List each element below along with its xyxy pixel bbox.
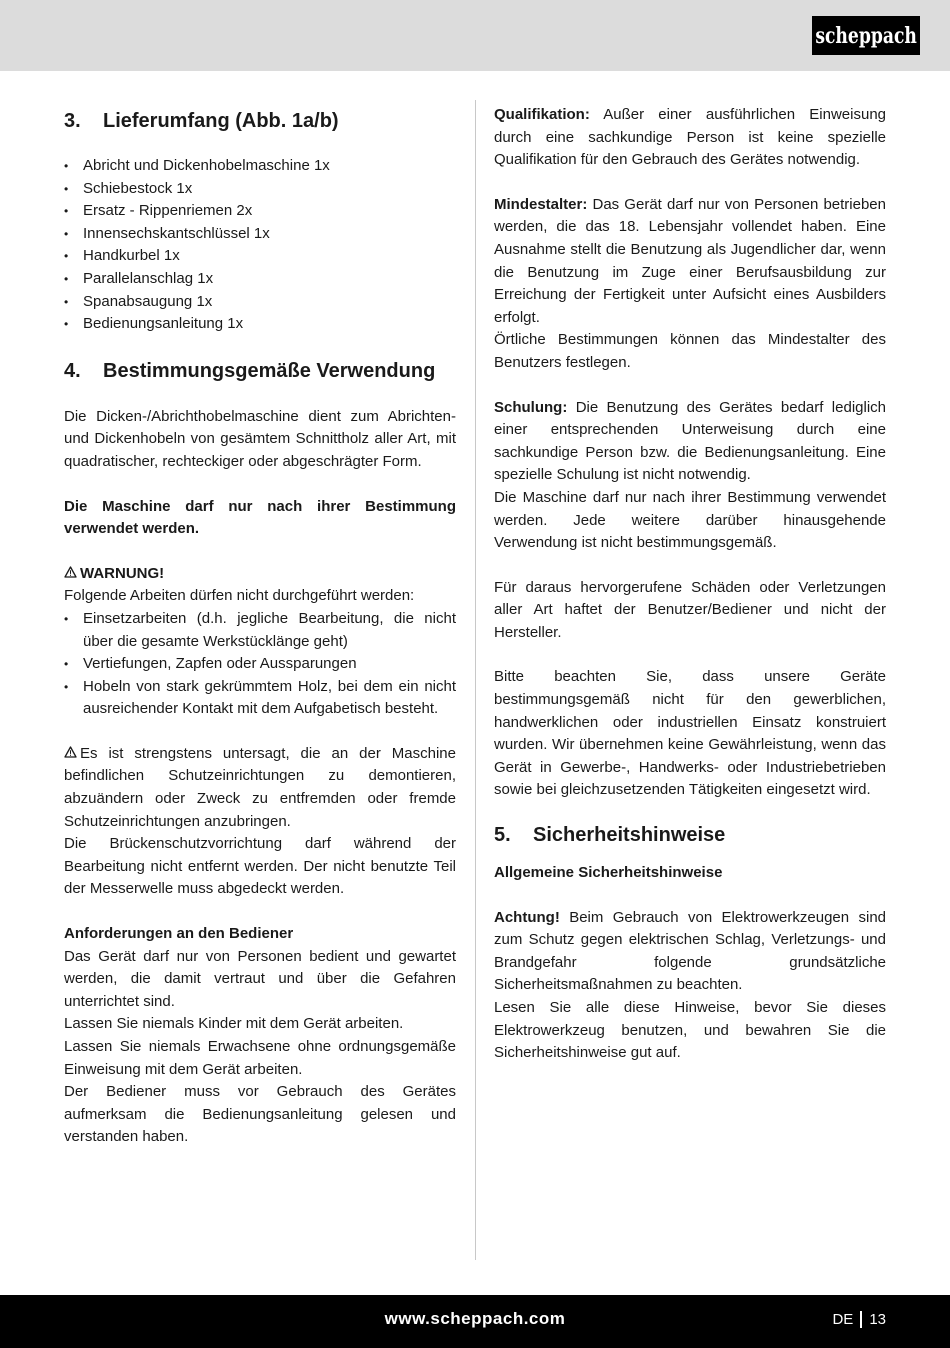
- qualification-text: Außer einer ausführlichen Einweisung durch eine sachkundige Person ist keine spezielle Qualifikation für den Gebrauch des Gerätes notwendig.: [494, 106, 886, 169]
- list-item: • Ersatz - Rippenriemen 2x: [64, 200, 456, 223]
- list-item: • Abricht und Dickenhobelmaschine 1x: [64, 155, 456, 178]
- training-paragraph: [494, 397, 886, 487]
- liability-paragraph: Für daraus hervorgerufene Schäden oder Verletzungen aller Art haftet der Benutzer/Bediener und nicht der Hersteller.: [494, 578, 886, 641]
- warning-label: WARNUNG!: [80, 564, 165, 582]
- list-item: • Handkurbel 1x: [64, 245, 456, 268]
- list-item: • Schiebestock 1x: [64, 178, 456, 201]
- strict-prohibition-paragraph: [64, 743, 456, 833]
- operator-requirements-heading: Anforderungen an den Bediener: [64, 925, 294, 943]
- operator-paragraph: Der Bediener muss vor Gebrauch des Gerätes aufmerksam die Bedienungsanleitung gelesen und verstanden haben.: [64, 1083, 456, 1146]
- separator: [860, 1311, 862, 1328]
- prohibited-work-list: [64, 608, 456, 721]
- list-item: • Parallelanschlag 1x: [64, 268, 456, 291]
- read-instructions-paragraph: Lesen Sie alle diese Hinweise, bevor Sie dieses Elektrowerkzeug benutzen, und bewahren Sie die Sicherheitshinweise gut auf.: [494, 999, 886, 1062]
- minimum-age-paragraph: [494, 194, 886, 330]
- general-safety-heading: Allgemeine Sicherheitshinweise: [494, 864, 723, 882]
- bridge-guard-paragraph: Die Brückenschutzvorrichtung darf während der Bearbeitung nicht entfernt werden. Der nicht benutzte Teil der Messerwelle muss abgedeckt werden.: [64, 835, 456, 898]
- section-3-heading: [64, 108, 456, 134]
- warning-text: Folgende Arbeiten dürfen nicht durchgeführt werden:: [64, 587, 415, 605]
- minimum-age-text: Das Gerät darf nur von Personen betrieben werden, die das 18. Lebensjahr vollendet haben. Eine Ausnahme stellt die Benutzung als Jugendlicher dar, wenn die Benutzung im Zuge einer Berufsausbildung zur Erreichung der Fertigkeit unter Aufsicht eines Ausbilders erfolgt.: [494, 195, 886, 326]
- warning-triangle-icon: [64, 743, 80, 766]
- intended-use-reminder: Die Maschine darf nur nach ihrer Bestimmung verwendet werden. Jede weitere darüber hinausgehende Verwendung ist nicht bestimmungsgemäß.: [494, 488, 886, 552]
- language-code: DE: [832, 1311, 854, 1328]
- section-number: 4.: [64, 359, 81, 382]
- left-column: [64, 104, 456, 1149]
- list-item: • Innensechskantschlüssel 1x: [64, 223, 456, 246]
- list-item: • Einsetzarbeiten (d.h. jegliche Bearbeitung, die nicht über die gesamte Werkstücklänge geht): [64, 608, 456, 653]
- attention-paragraph: [494, 907, 886, 997]
- brand-logo-text: scheppach: [815, 22, 917, 49]
- section-title: Bestimmungsgemäße Verwendung: [103, 359, 436, 382]
- qualification-label: Qualifikation:: [494, 106, 590, 123]
- scope-of-delivery-list: [64, 155, 456, 336]
- operator-paragraph: Das Gerät darf nur von Personen bedient und gewartet werden, die damit vertraut und über die Gefahren unterrichtet sind.: [64, 947, 456, 1010]
- section-number: 5.: [494, 824, 511, 847]
- intended-use-bold-note: Die Maschine darf nur nach ihrer Bestimmung verwendet werden.: [64, 497, 456, 538]
- section-title: Sicherheitshinweise: [533, 824, 726, 847]
- page-indicator: [832, 1311, 886, 1328]
- list-item: • Bedienungsanleitung 1x: [64, 313, 456, 336]
- section-number: 3.: [64, 110, 81, 132]
- list-item: • Vertiefungen, Zapfen oder Aussparungen: [64, 653, 456, 676]
- brand-logo: [812, 16, 920, 55]
- attention-text: Beim Gebrauch von Elektrowerkzeugen sind zum Schutz gegen elektrischen Schlag, Verletzungs- und Brandgefahr folgende grundsätzliche Sicherheitsmaßnahmen zu beachten.: [494, 908, 886, 994]
- right-column: [494, 104, 886, 1065]
- website-link[interactable]: www.scheppach.com: [384, 1309, 566, 1328]
- training-text: Die Benutzung des Gerätes bedarf lediglich einer entsprechenden Unterweisung durch eine sachkundige Person bzw. die Bedienungsanleitung. Eine spezielle Schulung ist nicht notwendig.: [494, 398, 886, 484]
- page-header: [0, 0, 950, 71]
- qualification-paragraph: [494, 104, 886, 172]
- section-4-heading: [64, 358, 456, 384]
- local-regulations-paragraph: Örtliche Bestimmungen können das Mindestalter des Benutzers festlegen.: [494, 331, 886, 371]
- minimum-age-label: Mindestalter:: [494, 195, 588, 213]
- warning-title: [64, 563, 456, 586]
- section-5-heading: [494, 822, 886, 848]
- operator-paragraph: Lassen Sie niemals Erwachsene ohne ordnungsgemäße Einweisung mit dem Gerät arbeiten.: [64, 1038, 456, 1078]
- intended-use-paragraph: Die Dicken-/Abrichthobelmaschine dient zum Abrichten- und Dickenhobeln von gesämtem Schnittholz aller Art, mit quadratischer, rechteckiger oder abgeschrägter Form.: [64, 407, 456, 470]
- attention-label: Achtung!: [494, 908, 560, 926]
- training-label: Schulung:: [494, 398, 568, 416]
- warning-triangle-icon: [64, 563, 80, 586]
- page-footer: [0, 1295, 950, 1348]
- commercial-use-note: Bitte beachten Sie, dass unsere Geräte bestimmungsgemäß nicht für den gewerblichen, handwerklichen oder industriellen Einsatz konstruiert wurden. Wir übernehmen keine Gewährleistung, wenn das Gerät in Gewerbe-, Handwerks- oder Industriebetrieben sowie bei gleichzusetzenden Tätigkeiten eingesetzt wird.: [494, 668, 886, 799]
- strict-prohibition-text: Es ist strengstens untersagt, die an der Maschine befindlichen Schutzeinrichtungen zu demontieren, abzuändern oder Zweck zu entfremden oder fremde Schutzeinrichtungen anzubringen.: [64, 744, 456, 830]
- list-item: • Hobeln von stark gekrümmtem Holz, bei dem ein nicht ausreichender Kontakt mit dem Aufgabetisch besteht.: [64, 676, 456, 721]
- column-divider: [475, 100, 476, 1260]
- section-title: Lieferumfang (Abb. 1a/b): [103, 110, 339, 132]
- page-number: 13: [869, 1311, 886, 1328]
- operator-paragraph: Lassen Sie niemals Kinder mit dem Gerät arbeiten.: [64, 1015, 404, 1033]
- list-item: • Spanabsaugung 1x: [64, 291, 456, 314]
